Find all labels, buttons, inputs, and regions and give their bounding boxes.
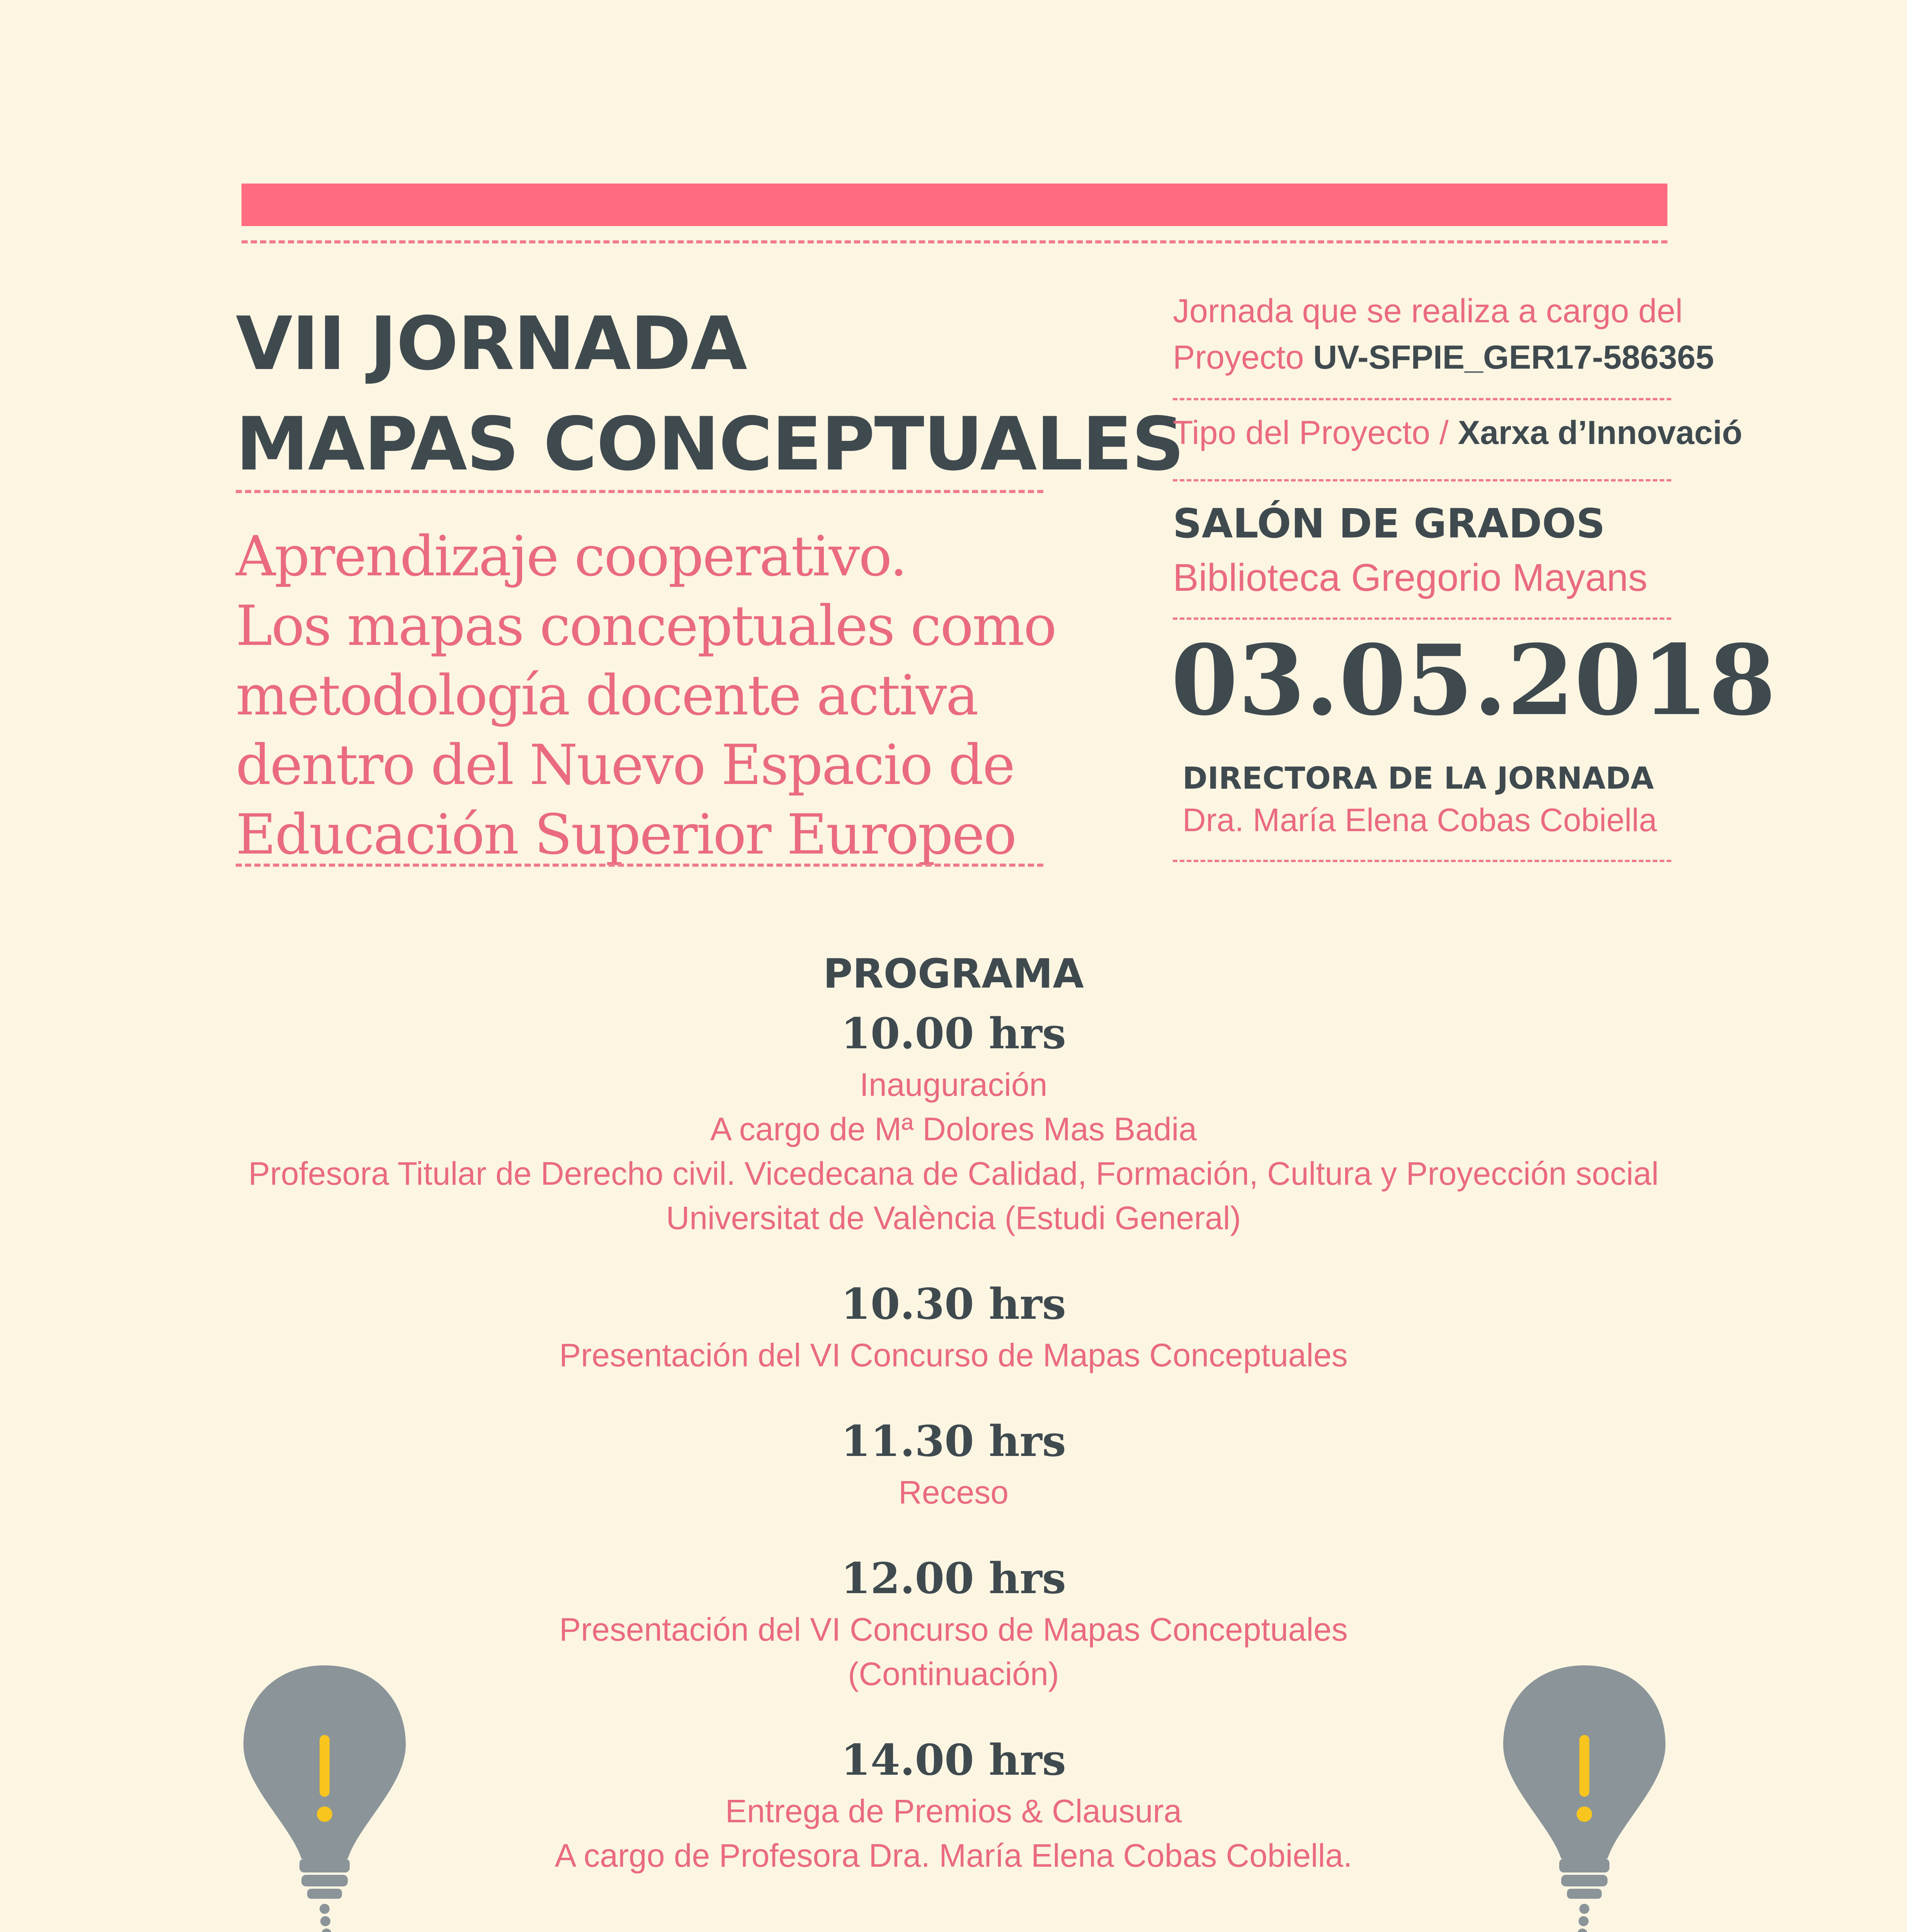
info-divider-2 (1173, 479, 1671, 481)
program-item (0, 1412, 1907, 1515)
info-divider-1 (1173, 398, 1671, 400)
program-time: 11.30 hrs (841, 1416, 1066, 1466)
project-line-1: Jornada que se realiza a cargo del (1173, 293, 1683, 330)
program-line: Receso (898, 1474, 1009, 1510)
title-divider (236, 490, 1043, 493)
program-line: A cargo de Profesora Dra. María Elena Cobas Cobiella. (555, 1837, 1352, 1874)
director-title: DIRECTORA DE LA JORNADA (1182, 761, 1654, 796)
program-item (0, 1275, 1907, 1378)
program-title: PROGRAMA (823, 950, 1084, 997)
project-label: Proyecto (1173, 339, 1304, 376)
project-type (1173, 410, 1742, 456)
lightbulb-left-icon (232, 1658, 696, 1932)
event-title (236, 294, 1184, 495)
program-line: Inauguración (859, 1066, 1048, 1103)
program-line: (Continuación) (848, 1656, 1059, 1692)
program-time: 10.30 hrs (841, 1279, 1066, 1329)
program-time: 10.00 hrs (841, 1009, 1066, 1058)
info-divider-3 (1173, 617, 1671, 620)
subtitle-divider (236, 864, 1043, 867)
program-line: Presentación del VI Concurso de Mapas Conceptuales (559, 1611, 1348, 1648)
top-bar (242, 184, 1667, 226)
program-line: Universitat de València (Estudi General) (666, 1200, 1241, 1236)
title-line-2: MAPAS CONCEPTUALES (236, 401, 1184, 487)
type-label: Tipo del Proyecto / (1173, 414, 1449, 451)
program-line: A cargo de Mª Dolores Mas Badia (710, 1111, 1197, 1147)
venue-title: SALÓN DE GRADOS (1173, 500, 1605, 547)
subtitle-line: Los mapas conceptuales como (236, 594, 1056, 658)
program-item (0, 1005, 1907, 1240)
director-name: Dra. María Elena Cobas Cobiella (1182, 802, 1657, 838)
program-time: 14.00 hrs (841, 1735, 1066, 1785)
program-line: Profesora Titular de Derecho civil. Vicedecana de Calidad, Formación, Cultura y Proyección social (248, 1155, 1659, 1192)
subtitle-line: metodología docente activa (236, 663, 978, 728)
info-column (1173, 288, 1714, 381)
title-line-1: VII JORNADA (236, 301, 747, 386)
subtitle-line: Educación Superior Europeo (236, 802, 1016, 867)
program-line: Entrega de Premios & Clausura (725, 1793, 1182, 1829)
event-date: 03.05.2018 (1171, 623, 1776, 737)
event-subtitle (236, 522, 1056, 869)
top-divider (242, 240, 1667, 243)
lightbulb-right-icon (1233, 1658, 1677, 1932)
program-line: Presentación del VI Concurso de Mapas Conceptuales (559, 1337, 1348, 1373)
venue-subtitle: Biblioteca Gregorio Mayans (1173, 556, 1648, 599)
project-line-2 (1173, 334, 1714, 381)
program-time: 12.00 hrs (841, 1553, 1066, 1603)
type-value: Xarxa d’Innovació (1458, 414, 1742, 451)
subtitle-line: dentro del Nuevo Espacio de (236, 733, 1014, 797)
subtitle-line: Aprendizaje cooperativo. (236, 524, 907, 588)
info-divider-4 (1173, 860, 1671, 862)
project-code: UV-SFPIE_GER17-586365 (1313, 339, 1714, 376)
